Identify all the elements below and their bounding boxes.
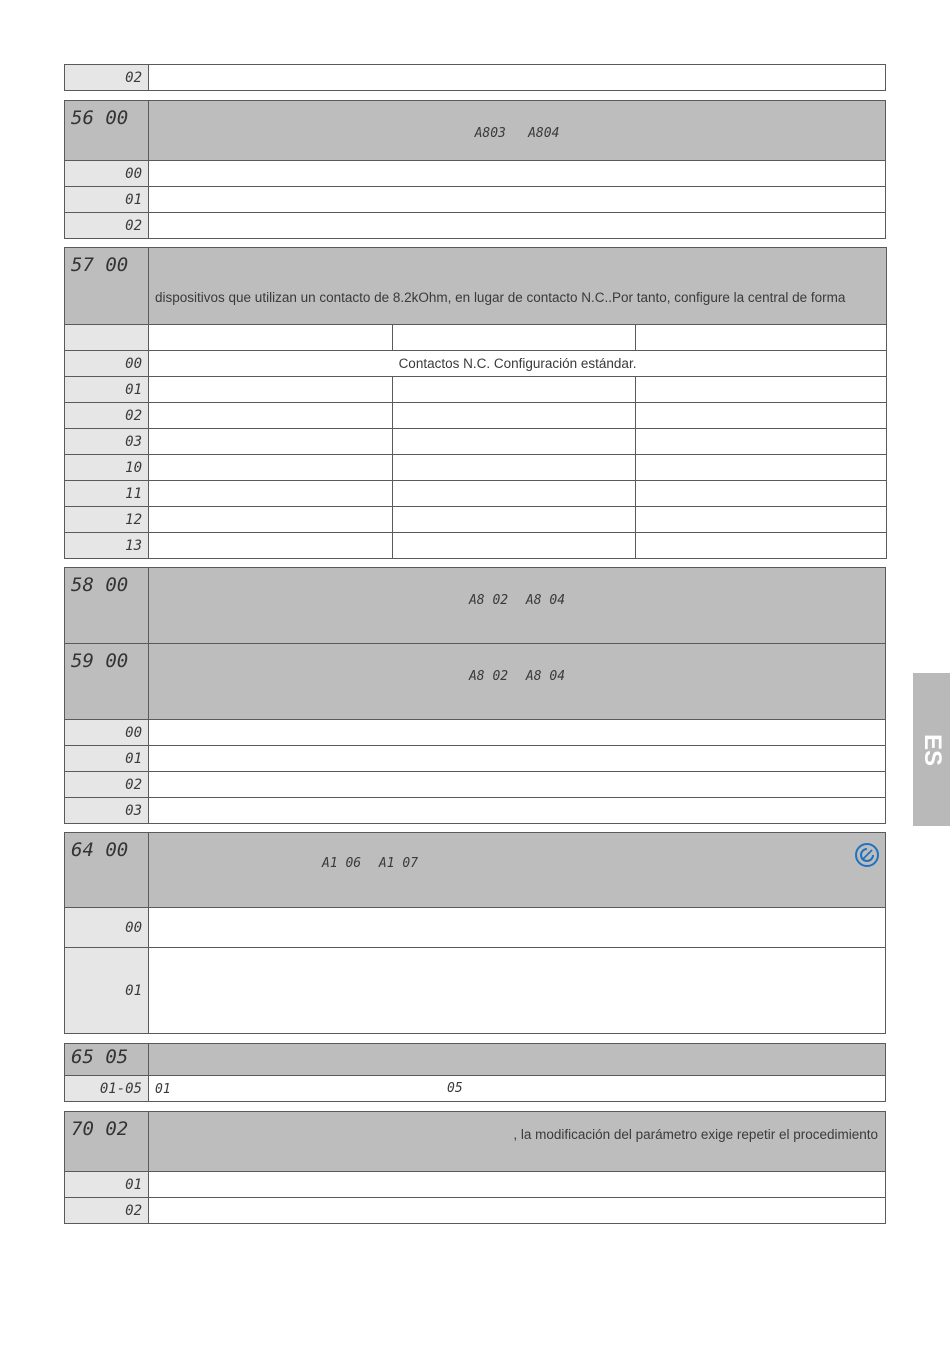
param-table-58-59 xyxy=(64,567,886,824)
language-tab-label: ES xyxy=(918,733,946,766)
param-code: 64 00 xyxy=(65,833,149,908)
param-code: 57 00 xyxy=(65,248,149,325)
table-cell xyxy=(393,481,636,507)
param-header-description xyxy=(149,1044,886,1076)
table-header-row xyxy=(65,644,886,720)
param-table-57 xyxy=(64,247,887,559)
table-row xyxy=(65,161,886,187)
param-description xyxy=(149,161,886,187)
param-code xyxy=(65,325,149,351)
table-cell xyxy=(393,429,636,455)
table-row xyxy=(65,377,887,403)
ref-code: A1 07 xyxy=(378,856,419,871)
param-code: 02 xyxy=(65,65,149,91)
param-code: 00 xyxy=(65,161,149,187)
table-row xyxy=(65,798,886,824)
table-cell xyxy=(393,507,636,533)
param-description xyxy=(149,213,886,239)
table-row xyxy=(65,429,887,455)
table-row xyxy=(65,1076,886,1102)
param-code: 11 xyxy=(65,481,149,507)
table-cell xyxy=(393,377,636,403)
ref-code: A8 04 xyxy=(525,668,566,684)
table-cell xyxy=(636,481,887,507)
param-description xyxy=(149,908,886,948)
ref-code: A8 02 xyxy=(468,668,509,684)
ref-code: A8 04 xyxy=(525,592,566,608)
param-description: Contactos N.C. Configuración estándar. xyxy=(149,351,887,377)
range-to: 05 xyxy=(447,1081,463,1096)
param-description xyxy=(149,65,886,91)
language-tab xyxy=(913,673,950,826)
table-cell xyxy=(636,429,887,455)
param-table-70 xyxy=(64,1111,886,1224)
table-cell xyxy=(393,455,636,481)
param-code: 56 00 xyxy=(65,101,149,161)
param-code: 01 xyxy=(65,187,149,213)
param-code: 02 xyxy=(65,213,149,239)
table-cell xyxy=(636,325,887,351)
param-description xyxy=(149,948,886,1034)
table-cell xyxy=(149,429,393,455)
param-code: 58 00 xyxy=(65,568,149,644)
param-code: 70 02 xyxy=(65,1112,149,1172)
param-code: 01 xyxy=(65,377,149,403)
table-row xyxy=(65,948,886,1034)
param-code: 02 xyxy=(65,403,149,429)
param-code: 00 xyxy=(65,908,149,948)
table-row xyxy=(65,507,887,533)
ref-code: A1 06 xyxy=(322,856,362,871)
table-row xyxy=(65,65,886,91)
param-code: 03 xyxy=(65,798,149,824)
param-code: 01-05 xyxy=(65,1076,149,1102)
param-header-description xyxy=(149,644,886,720)
table-cell xyxy=(393,325,636,351)
param-code: 13 xyxy=(65,533,149,559)
param-header-description: , la modificación del parámetro exige repetir el procedimiento xyxy=(149,1112,886,1172)
table-row xyxy=(65,481,887,507)
table-row xyxy=(65,351,887,377)
param-code: 03 xyxy=(65,429,149,455)
param-code: 00 xyxy=(65,720,149,746)
table-row xyxy=(65,1172,886,1198)
param-description xyxy=(149,1198,886,1224)
table-cell xyxy=(393,533,636,559)
table-row xyxy=(65,187,886,213)
param-code: 01 xyxy=(65,948,149,1034)
table-header-row xyxy=(65,1044,886,1076)
table-row xyxy=(65,720,886,746)
table-header-row xyxy=(65,248,887,325)
ref-code: A8 02 xyxy=(468,592,509,608)
table-cell xyxy=(636,507,887,533)
table-row xyxy=(65,746,886,772)
param-code: 10 xyxy=(65,455,149,481)
table-cell xyxy=(636,533,887,559)
table-row xyxy=(65,1198,886,1224)
param-header-description xyxy=(149,101,886,161)
table-cell xyxy=(636,403,887,429)
param-table-64 xyxy=(64,832,886,1034)
table-row xyxy=(65,213,886,239)
param-description xyxy=(149,772,886,798)
table-cell xyxy=(393,403,636,429)
param-code: 01 xyxy=(65,1172,149,1198)
table-cell xyxy=(149,403,393,429)
table-row xyxy=(65,455,887,481)
param-code: 59 00 xyxy=(65,644,149,720)
table-cell xyxy=(149,507,393,533)
param-description xyxy=(149,1076,886,1102)
table-cell xyxy=(149,481,393,507)
table-row xyxy=(65,772,886,798)
param-description xyxy=(149,720,886,746)
param-code: 02 xyxy=(65,772,149,798)
table-cell xyxy=(636,455,887,481)
table-header-row xyxy=(65,833,886,908)
table-header-row xyxy=(65,1112,886,1172)
table-subheader-row xyxy=(65,325,887,351)
param-description xyxy=(149,746,886,772)
ref-code: A803 xyxy=(474,125,506,141)
param-description xyxy=(149,1172,886,1198)
param-code: 12 xyxy=(65,507,149,533)
table-cell xyxy=(149,325,393,351)
param-table-top xyxy=(64,64,886,91)
param-description xyxy=(149,187,886,213)
table-row xyxy=(65,403,887,429)
range-from: 01 xyxy=(155,1081,171,1097)
param-table-56 xyxy=(64,100,886,239)
param-table-65 xyxy=(64,1043,886,1102)
table-cell xyxy=(149,377,393,403)
table-header-row xyxy=(65,101,886,161)
table-row xyxy=(65,533,887,559)
param-header-description xyxy=(149,568,886,644)
table-header-row xyxy=(65,568,886,644)
param-code: 65 05 xyxy=(65,1044,149,1076)
param-code: 01 xyxy=(65,746,149,772)
param-header-description: dispositivos que utilizan un contacto de 8.2kOhm, en lugar de contacto N.C..Por tanto, configure la central de forma xyxy=(149,248,887,325)
table-cell xyxy=(636,377,887,403)
table-cell xyxy=(149,455,393,481)
param-code: 02 xyxy=(65,1198,149,1224)
rotation-icon xyxy=(855,843,879,867)
param-header-description xyxy=(149,833,886,908)
param-description xyxy=(149,798,886,824)
ref-code: A804 xyxy=(528,125,560,141)
param-code: 00 xyxy=(65,351,149,377)
table-row xyxy=(65,908,886,948)
table-cell xyxy=(149,533,393,559)
